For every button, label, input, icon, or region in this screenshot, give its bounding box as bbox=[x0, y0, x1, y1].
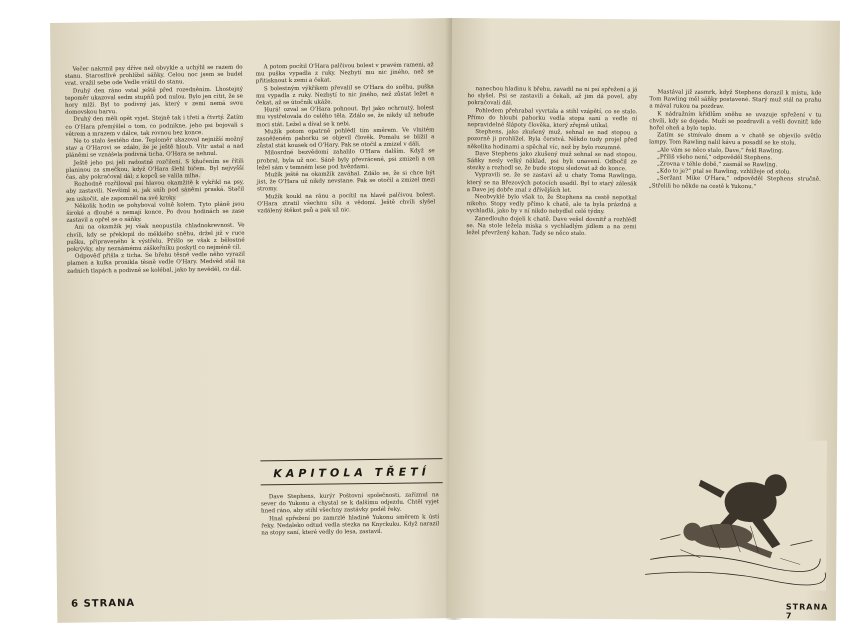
paragraph: K nádražním křídlům sněhu se uvazuje spřežení v tu chvíli, kdy se dojede. Muži se pozdravili a vešli dovnitř, kde hořel oheň a bylo teplo. bbox=[649, 111, 822, 132]
paragraph: Mužík ještě na okamžik zaváhal. Zdálo se, že si chce být jist, že O'Hara už nikdy nevstane. Pak se otočil a zmizel mezi stromy. bbox=[256, 170, 436, 193]
paragraph: Mužík koukl na ránu a pocítil na hlavě palčivou bolest. O'Hara ztratil všechnu sílu a vědomí. Ještě chvíli slyšel vzdálený štěkot psů a pak už nic. bbox=[257, 191, 436, 215]
paragraph: A potom pocítil O'Hara palčivou bolest v pravém rameni, až mu puška vypadla z ruky. Nezbytí mu nic jiného, než se přitisknout k zemi a čekat. bbox=[255, 62, 434, 85]
paragraph: Ani na okamžik jej však neopustila chladnokrevnost. Ve chvíli, kdy se překlopil do měkkého sněhu, držel již v ruce pušku, připraveného k výstřelu. Přišlo se však z bělostné pokrývky, aby neznámému záškeřníku poskytl co nejméně cíl. bbox=[66, 223, 245, 253]
fight-illustration bbox=[640, 439, 827, 590]
chapter-rule-bottom bbox=[261, 482, 443, 485]
paragraph: Pohledem přehrabal vyvrtala a stihl vzápětí, co se stalo. Přímo do hloubi pahorku vedla stopa saní a vedle ní nepravidelné šlápoty člověka, který zřejmě utíkal. bbox=[467, 107, 638, 130]
paragraph: Hurá! ozval se O'Hara pohnout. Byl jako ochrnutý, bolest mu vystřelovala do celého těla. Zdálo se, že nikdy už nebude moci stát. Ležel a díval se k nebi. bbox=[256, 105, 435, 129]
paragraph: „Seržant Mike O'Hara,“ odpověděl Stephens stručně. „Střelili ho někde na cestě k Yukonu.“ bbox=[648, 175, 821, 190]
right-page bbox=[448, 18, 840, 621]
paragraph: Vypravili se, že se zastaví až u chaty Toma Rawlinga, který se na Březových potocích usadil. Byl to starý zálesák a Dave jej dobře znal z dřívějších let. bbox=[466, 172, 637, 194]
paragraph: Neobvyklé bylo však to, že Stephens na cestě nepotkal nikoho. Stopy vedly přímo k chatě, ale ta byla prázdná a vychladlá, jako by v ní nikdo nebydlel celé týdny. bbox=[466, 194, 637, 216]
paragraph: Dave Stephens, kurýr Poštovní společnosti, zaříznul na sever do Yukonu a chystal se k dalšímu odjezdu. Chtěl vyjet hned ráno, aby stihl všechny zastávky podél řeky. bbox=[260, 492, 439, 515]
paragraph: Zatím se stmívalo dnem a v chatě se objevilo světlo lampy. Tom Rawling nalil kávu a posadil se ke stolu. bbox=[649, 132, 822, 147]
left-column-2-continued bbox=[261, 492, 440, 537]
chapter-title: KAPITOLA TŘETÍ bbox=[273, 465, 430, 481]
paragraph: Zanedlouho dojeli k chatě. Dave vešel dovnitř a rozhlédl se. Na stole ležela miska s vychladlým jídlem a na zemi ležel převržený kahan. Tady se něco stalo. bbox=[466, 215, 637, 238]
page-number: 6 STRANA bbox=[71, 597, 136, 610]
page-number: STRANA 7 bbox=[785, 602, 829, 621]
paragraph: Mastával již zasmrk, když Stephens dorazil k místu, kde Tom Rawling měl sáňky postavené. Starý muž stál na prahu a mával rukou na pozdrav. bbox=[649, 89, 822, 111]
paragraph: Ne to stalo šestého dne. Teploměr ukazoval nejnižší možný stav a O'Harovi se zdálo, že je ještě hloub. Vítr ustal a nad pláněmi se vznášela podivná ticha. O'Hara se nehnul. bbox=[65, 136, 244, 160]
paragraph: Stephens, jako zkušený muž, sehnal se nad stopou a pozorně ji prohlížel. Byla čerstvá. Někdo tudy projel před několika hodinami a spěchal víc, než by bylo rozumné. bbox=[467, 129, 638, 151]
paragraph: „Příliš všeho není,“ odpověděl Stephens. bbox=[657, 154, 773, 162]
paragraph: Druhý den měli opět vyjet. Stejně tak i třetí a čtvrtý. Zatím co O'Hara přemýšlel o tom, co podnikne, jeho psi bojovali s větrem a mrazem v dálce, tak rovnou bez konce. bbox=[65, 115, 244, 138]
left-page bbox=[50, 18, 462, 623]
paragraph: „Kdo to je?“ ptal se Rawling, vzhlížeje od stolu. bbox=[656, 168, 792, 176]
paragraph: Druhý den ráno vstal ještě před rozedněním. Lhostejný tepoměr ukazoval sedm stupňů pod nulou. Bylo jen cítit, že se hory mlží. Byl to podivný jas, který v zemi nemá svou domovskou barvu. bbox=[64, 86, 244, 116]
paragraph: nanechou hladinu k břehu, zavadil na ni psí spřežení a já ho slyšel. Psi se zastavili a čekali, až jim dá povel, aby pokračovali dál. bbox=[467, 86, 638, 107]
paragraph: Několik hodin se pohyboval volně kolem. Tyto pláně jsou široké a dlouhé a nemají konce. Po dvou hodinách se zase zastavil a opřel se o sáňky. bbox=[66, 201, 245, 225]
paragraph: „Ale vám se něco stalo, Dave,“ řekl Rawling. bbox=[657, 147, 784, 154]
right-column-1 bbox=[466, 86, 637, 238]
paragraph: Odpověď přišla z ticha. Se břehu těsně vedle něho vyrazil plamen a kulka pronikla těsně vedle O'Hary. Medvěd stál na zadních tlapách a podivně se kolébal, jako by nevěděl, co dál. bbox=[66, 251, 246, 275]
paragraph: Ještě jeho psi jeli radostně rozčilení. S kňučením se řítili planinou za smečkou, když O'Hara šlehl bičem. Byl nejvyšší čas, aby pokračoval dál; z kopců se valila mlha. bbox=[65, 158, 244, 181]
paragraph: Milosrdné bezvědomí zahalilo O'Hara dalším. Když se probral, byla už noc. Sáně byly převrácené, psi zmizeli a on ležel sám v temném lese pod hvězdami. bbox=[256, 148, 435, 172]
paragraph: Hnal spřežení po zamrzlé hladině Yukonu směrem k ústí řeky. Nedaleko odtud vedla stezka na Knyckuku. Když narazil na stopy saní, které vedly do lesa, zastavil. bbox=[261, 513, 440, 537]
open-book-spread bbox=[50, 18, 840, 630]
left-column-1 bbox=[65, 65, 246, 276]
paragraph: Večer nakrmil psy dříve než obvykle a uchýlil se razem do stanu. Starostlivě prohlížel sáňky. Celou noc jsem se budel vrat. vražil sebe ode Vedle vrátil do stanu. bbox=[64, 64, 243, 88]
paragraph: Mužík potom opatrně pohlédl tím směrem. Ve vlnitém zasněženém pahorku se objevil člověk. Pomalu se blížil a zůstal stát kousek od O'Hary. Pak se otočil a zmizel v dáli. bbox=[256, 127, 435, 150]
left-column-2 bbox=[256, 62, 436, 215]
chapter-rule-top bbox=[260, 458, 442, 461]
paragraph: Rozhodně rozčiloval psí hlavou okamžitě k vykřikl na psy, aby zastavili. Nevšiml si, jak sníh pod sáněmi praská. Stačil jen uskočit, ale zapomněl na své kroky. bbox=[66, 179, 245, 203]
paragraph: Dave Stephens jako zkušený muž sehnal se nad stopou. Sáňky nesly velký náklad, psi byli unavení. Odbočil ze stezky a rozhodl se, že bude stopu sledovat až do konce. bbox=[466, 150, 638, 173]
right-column-2 bbox=[649, 89, 822, 191]
paragraph: S bolestným výkřikem převalil se O'Hara do sněhu, puška mu vypadla z ruky. Nezbytí to nic jiného, než zůstat ležet a čekat, až se útočník ukáže. bbox=[255, 83, 434, 107]
paragraph: „Zrovna v téhle době,“ zasmál se Rawling. bbox=[656, 161, 778, 169]
